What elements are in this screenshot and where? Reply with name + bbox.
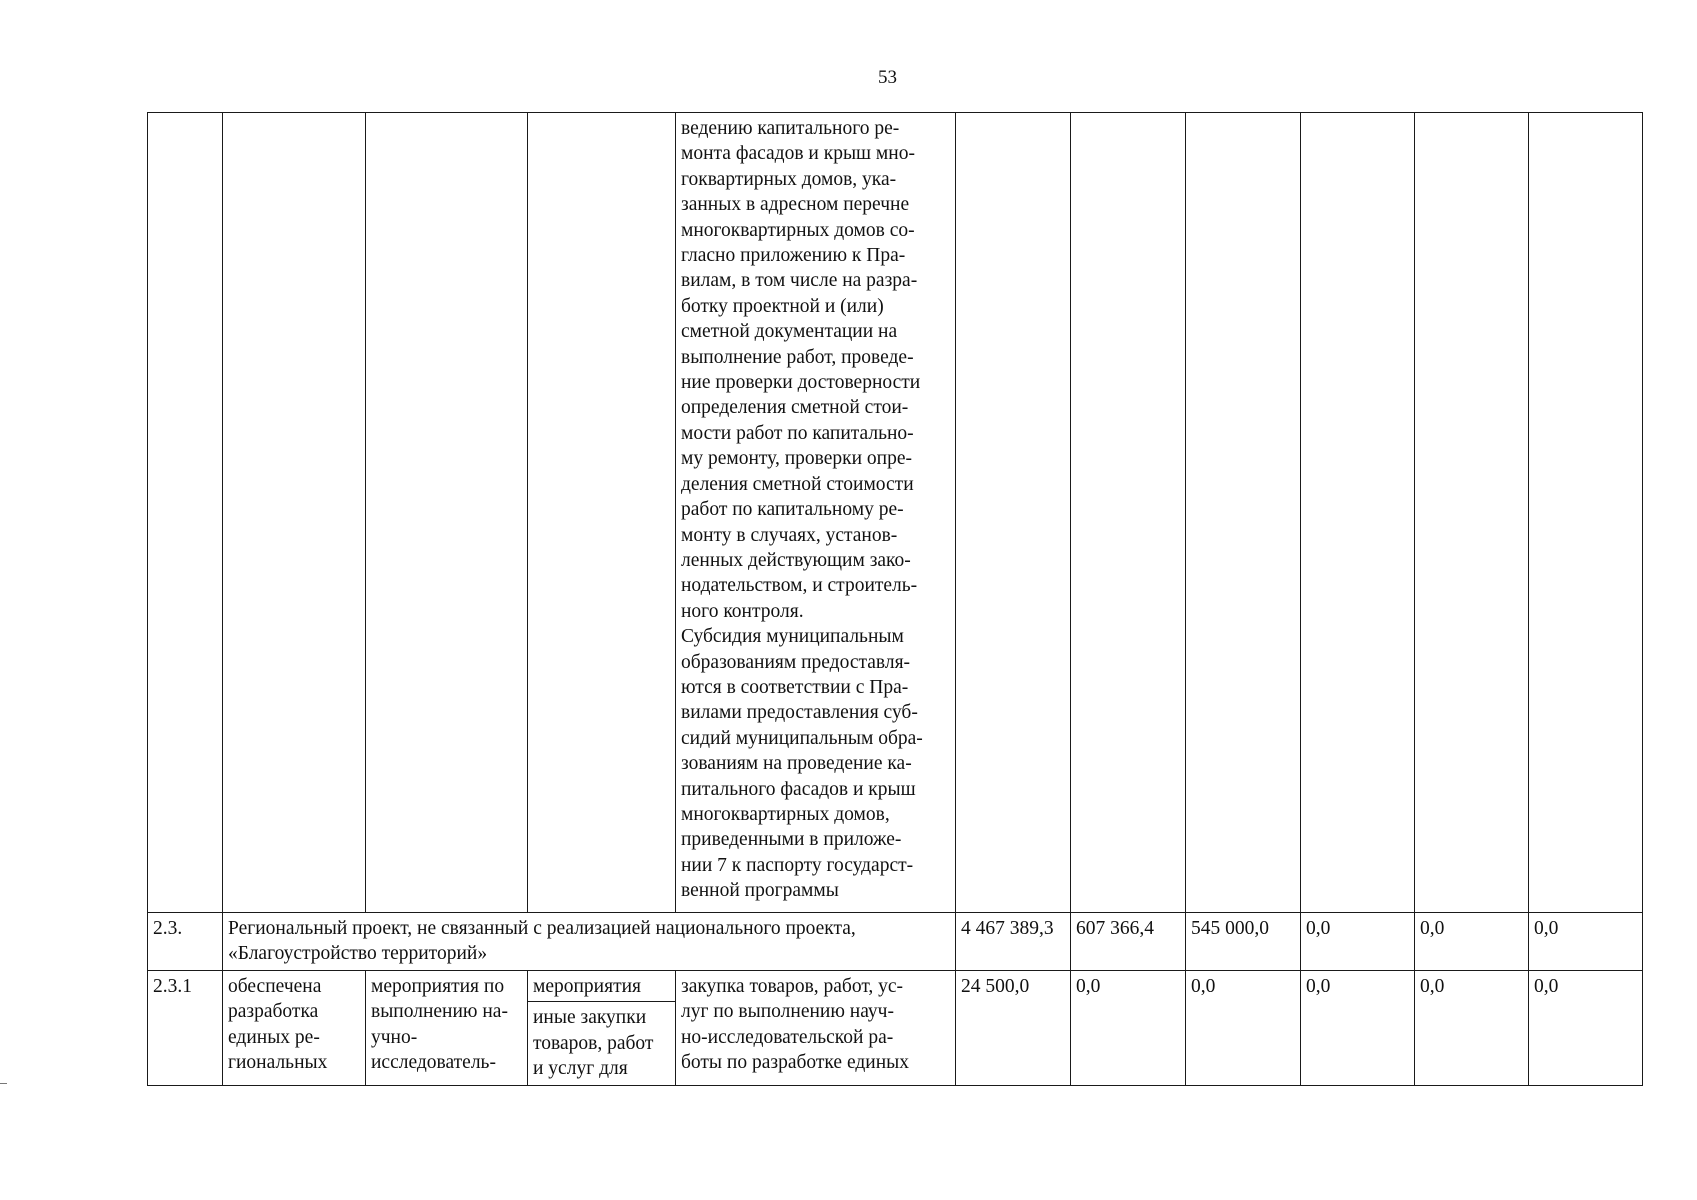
item-type-cell bbox=[528, 971, 676, 1086]
value-cell-empty bbox=[1415, 113, 1529, 913]
project-value-year-4: 0,0 bbox=[1415, 913, 1529, 971]
item-type-main: мероприятия bbox=[528, 971, 675, 1002]
item-row bbox=[148, 971, 1643, 1086]
project-value-total: 4 467 389,3 bbox=[956, 913, 1071, 971]
item-event: мероприятия по выполнению на- учно- исследователь- bbox=[366, 971, 528, 1086]
project-value-year-5: 0,0 bbox=[1529, 913, 1643, 971]
item-value-total: 24 500,0 bbox=[956, 971, 1071, 1086]
value-cell-empty bbox=[1186, 113, 1301, 913]
value-cell-empty bbox=[1301, 113, 1415, 913]
description-cell bbox=[676, 113, 956, 913]
value-cell-empty bbox=[956, 113, 1071, 913]
item-value-year-4: 0,0 bbox=[1415, 971, 1529, 1086]
item-description: закупка товаров, работ, ус- луг по выполнению науч- но-исследовательской ра- боты по разработке единых bbox=[676, 971, 956, 1086]
result-cell-empty bbox=[223, 113, 366, 913]
project-value-year-3: 0,0 bbox=[1301, 913, 1415, 971]
item-value-year-1: 0,0 bbox=[1071, 971, 1186, 1086]
item-value-year-5: 0,0 bbox=[1529, 971, 1643, 1086]
continuation-row bbox=[148, 113, 1643, 913]
item-result: обеспечена разработка единых ре- гиональных bbox=[223, 971, 366, 1086]
value-cell-empty bbox=[1529, 113, 1643, 913]
project-number: 2.3. bbox=[148, 913, 223, 971]
financing-table bbox=[147, 112, 1643, 1086]
item-value-year-3: 0,0 bbox=[1301, 971, 1415, 1086]
type-cell-empty bbox=[528, 113, 676, 913]
item-value-year-2: 0,0 bbox=[1186, 971, 1301, 1086]
page-number: 53 bbox=[878, 67, 897, 88]
number-cell-empty bbox=[148, 113, 223, 913]
project-title: Региональный проект, не связанный с реализацией национального проекта, «Благоустройство территорий» bbox=[223, 913, 956, 971]
project-value-year-1: 607 366,4 bbox=[1071, 913, 1186, 971]
scan-edge-mark bbox=[0, 1083, 7, 1084]
project-value-year-2: 545 000,0 bbox=[1186, 913, 1301, 971]
project-row bbox=[148, 913, 1643, 971]
item-type-sub: иные закупки товаров, работ и услуг для bbox=[533, 1007, 654, 1080]
description-text: ведению капитального ре- монта фасадов и крыш мно- гоквартирных домов, ука- занных в адресном перечне многоквартирных домов со- гласно приложению к Пра- вилам, в том числе на разра- ботку проектной и (или) сметной документации на выполнение работ, проведе- ние проверки достоверности определения сметной стои- мости работ по капитально- му ремонту, проверки опре- деления сметной стоимости работ по капитальному ре- монту в случаях, установ- ленных действующим зако- нодательством, и строитель- ного контроля. Субсидия муниципальным образованиям предоставля- ются в соответствии с Пра- вилами предоставления суб- сидий муниципальным обра- зованиям на проведение ка- питального фасадов и крыш многоквартирных домов, приведенными в приложе- нии 7 к паспорту государст- венной программы bbox=[681, 118, 923, 902]
event-cell-empty bbox=[366, 113, 528, 913]
value-cell-empty bbox=[1071, 113, 1186, 913]
item-number: 2.3.1 bbox=[148, 971, 223, 1086]
